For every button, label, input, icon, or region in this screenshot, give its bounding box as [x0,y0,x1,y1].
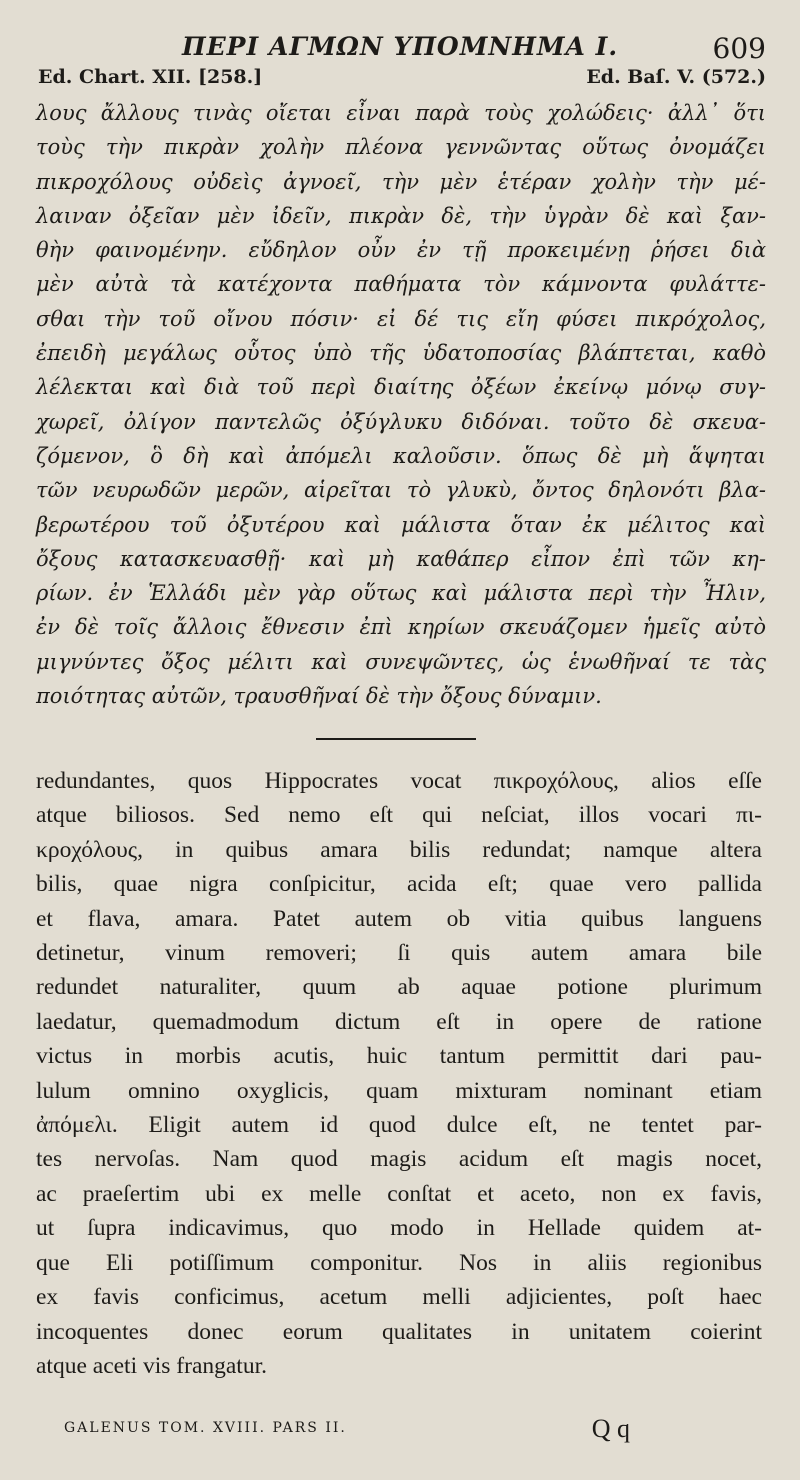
greek-text-line: ὄξους κατασκευασθῇ· καὶ μὴ καθάπερ εἶπον ἐπὶ τῶν κη- [36,546,766,571]
latin-text-line: laedatur, quemadmodum dictum eſt in opere de ratione [36,1008,762,1035]
greek-text-line: χωρεῖ, ὀλίγον παντελῶς ὀξύγλυκυ διδόναι. τοῦτο δὲ σκευα- [36,409,766,434]
running-title: ΠΕΡΙ ΑΓΜΩΝ ΥΠΟΜΝΗΜΑ Ι. [181,32,619,61]
latin-text-line: ut ſupra indicavimus, quo modo in Hellade quidem at- [36,1215,762,1242]
latin-translation-block [36,764,762,1383]
latin-text-line: lulum omnino oxyglicis, quam mixturam nominant etiam [36,1077,762,1104]
greek-text-block [36,96,766,713]
latin-text-line: redundet naturaliter, quum ab aquae potione plurimum [36,974,762,1001]
latin-text-line: tes nervoſas. Nam quod magis acidum eſt magis nocet, [36,1146,762,1173]
greek-text-line: ἐν δὲ τοῖς ἄλλοις ἔθνεσιν ἐπὶ κηρίων σκευάζομεν ἡμεῖς αὐτὸ [36,615,766,640]
greek-text-line: ποιότητας αὐτῶν, τραυσθῆναί δὲ τὴν ὄξους δύναμιν. [36,684,602,709]
greek-text-line: τῶν νευρωδῶν μερῶν, αἱρεῖται τὸ γλυκὺ, ὄντος δηλονότι βλα- [36,478,766,503]
latin-text-line: victus in morbis acutis, huic tantum permittit dari pau- [36,1043,762,1070]
edition-chart-reference: Ed. Chart. XII. [258.] [38,66,263,88]
latin-text-line: bilis, quae nigra conſpicitur, acida eſt; quae vero pallida [36,871,762,898]
greek-text-line: μὲν αὐτὰ τὰ κατέχοντα παθήματα τὸν κάμνοντα φυλάττε- [36,272,766,297]
greek-text-line: λαιναν ὀξεῖαν μὲν ἰδεῖν, πικρὰν δὲ, τὴν ὑγρὰν δὲ καὶ ξαν- [36,203,766,228]
greek-text-line: πικροχόλους οὐδεὶς ἀγνοεῖ, τὴν μὲν ἑτέραν χολὴν τὴν μέ- [36,169,766,194]
page-number: 609 [712,32,766,65]
section-divider [316,738,476,740]
latin-text-line: que Eli potiſſimum componitur. Nos in aliis regionibus [36,1249,762,1276]
latin-text-line: incoquentes donec eorum qualitates in unitatem coierint [36,1318,762,1345]
greek-text-line: ρίων. ἐν Ἑλλάδι μὲν γὰρ οὕτως καὶ μάλιστα περὶ τὴν Ἦλιν, [36,581,766,606]
greek-text-line: λέλεκται καὶ διὰ τοῦ περὶ διαίτης ὀξέων ἐκείνῳ μόνῳ συγ- [36,375,766,400]
greek-text-line: βερωτέρου τοῦ ὀξυτέρου καὶ μάλιστα ὅταν ἐκ μέλιτος καὶ [36,512,766,537]
greek-text-line: μιγνύντες ὄξος μέλιτι καὶ συνεψῶντες, ὡς ἑνωθῆναί τε τὰς [36,649,766,674]
latin-text-line: atque biliosos. Sed nemo eſt qui neſciat, illos vocari πι- [36,802,762,829]
edition-basel-reference: Ed. Baſ. V. (572.) [586,66,766,88]
latin-text-line: ac praeſertim ubi ex melle conſtat et aceto, non ex favis, [36,1180,762,1207]
latin-text-line: ἀπόμελι. Eligit autem id quod dulce eſt, ne tentet par- [36,1112,762,1139]
page-footer [64,1414,630,1450]
greek-text-line: τοὺς τὴν πικρὰν χολὴν πλέονα γεννῶντας οὕτως ὀνομάζει [36,135,766,160]
running-head [0,28,800,68]
latin-text-line: et flava, amara. Patet autem ob vitia quibus languens [36,905,762,932]
latin-text-line: ex favis conficimus, acetum melli adjicientes, poſt haec [36,1284,762,1311]
greek-text-line: σθαι τὴν τοῦ οἴνου πόσιν· εἰ δέ τις εἴη φύσει πικρόχολος, [36,306,766,331]
greek-text-line: λους ἄλλους τινὰς οἴεται εἶναι παρὰ τοὺς χολώδεις· ἀλλ᾽ ὅτι [36,101,766,125]
greek-text-line: ζόμενον, ὃ δὴ καὶ ἀπόμελι καλοῦσιν. ὅπως δὲ μὴ ἅψηται [36,443,766,468]
edition-reference-line [38,66,766,96]
latin-text-line: redundantes, quos Hippocrates vocat πικροχόλους, alios eſſe [36,768,762,794]
gathering-mark: Q q [591,1414,630,1443]
latin-text-line: atque aceti vis frangatur. [36,1352,267,1379]
greek-text-line: ἐπειδὴ μεγάλως οὗτος ὑπὸ τῆς ὑδατοποσίας βλάπτεται, καθὸ [36,341,766,366]
latin-text-line: κροχόλους, in quibus amara bilis redundat; namque altera [36,836,762,863]
latin-text-line: detinetur, vinum removeri; ſi quis autem amara bile [36,940,762,967]
signature-line: GALENUS TOM. XVIII. PARS II. [64,1420,347,1436]
greek-text-line: θὴν φαινομένην. εὔδηλον οὖν ἐν τῇ προκειμένῃ ῥήσει διὰ [36,238,766,263]
